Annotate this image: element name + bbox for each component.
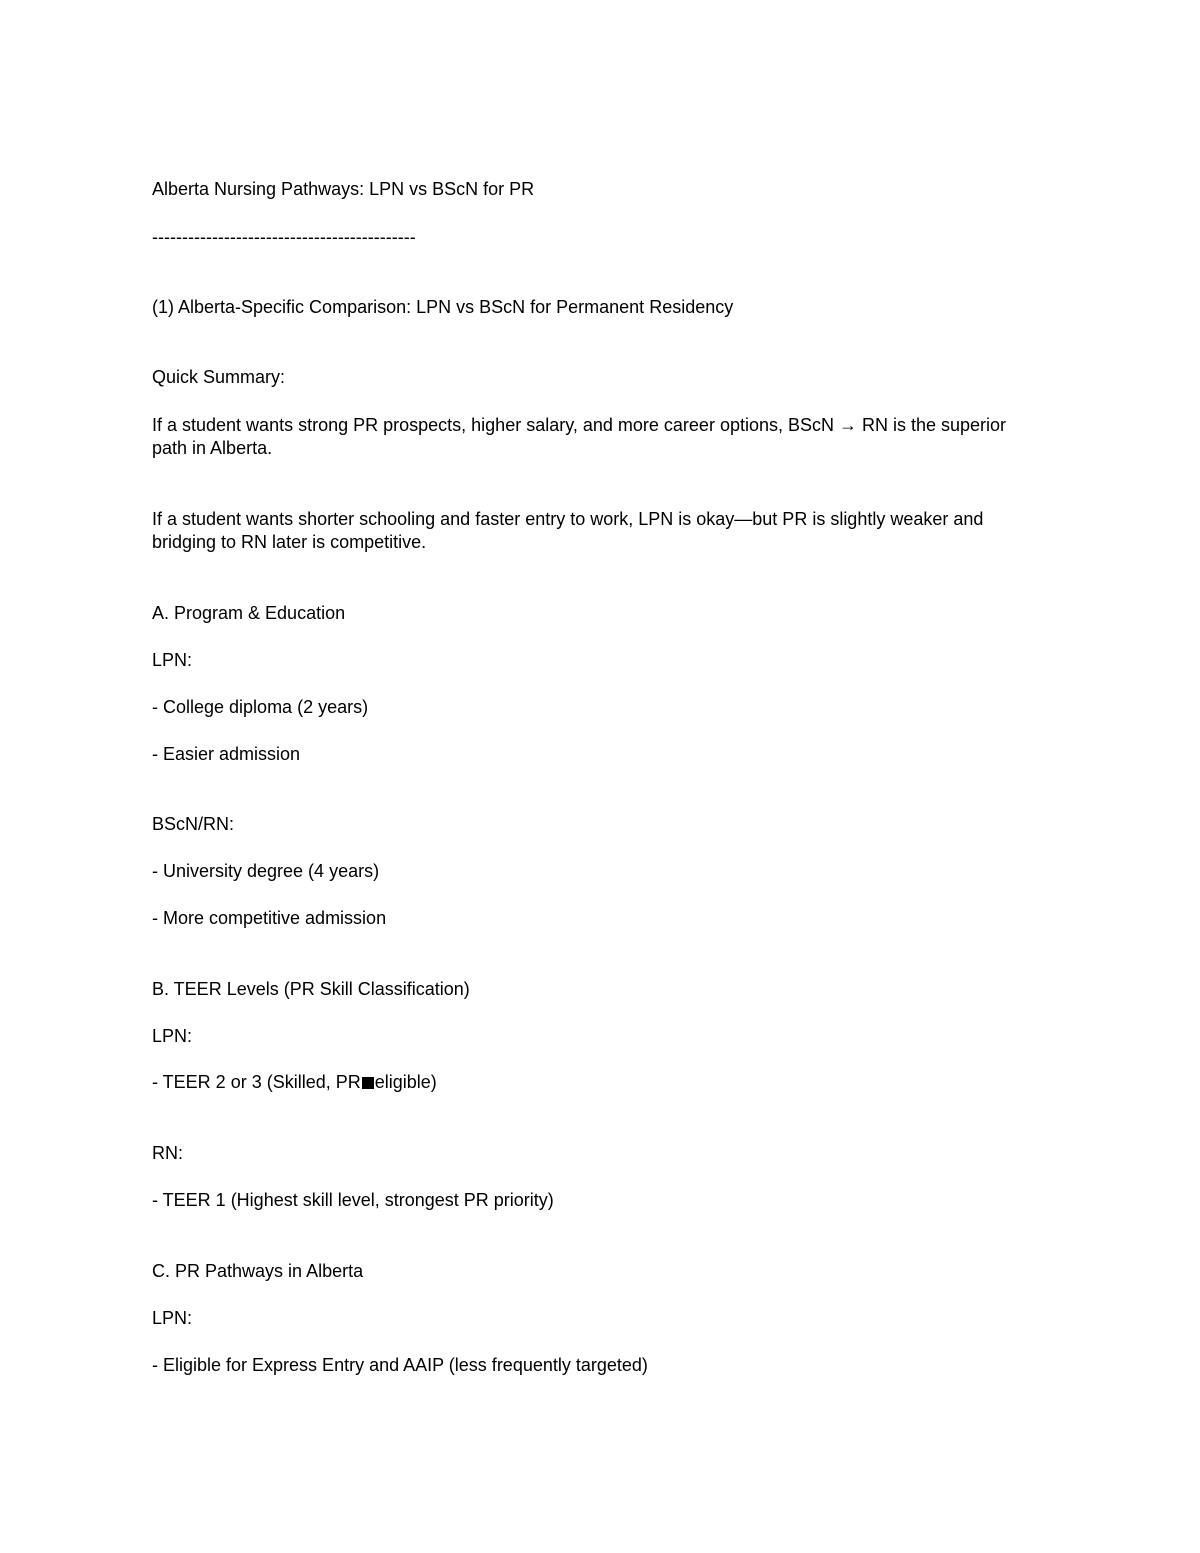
section-b-rn-item: - TEER 1 (Highest skill level, strongest PR priority) xyxy=(152,1190,554,1210)
section-a-lpn-item: - Easier admission xyxy=(152,744,301,764)
section-b-lpn-item-text-after: eligible) xyxy=(374,1072,437,1092)
section-b-rn-label: RN: xyxy=(152,1143,183,1163)
section-a-lpn-label: LPN: xyxy=(152,650,193,670)
quick-summary-label: Quick Summary: xyxy=(152,367,286,387)
section-b-lpn-label: LPN: xyxy=(152,1026,193,1046)
section-a-lpn-item: - College diploma (2 years) xyxy=(152,697,369,717)
summary-paragraph-2: If a student wants shorter schooling and faster entry to work, LPN is okay—but PR is slightly weaker and bridging to RN later is competitive. xyxy=(152,509,984,552)
section-a-bscn-item: - More competitive admission xyxy=(152,908,387,928)
summary-paragraph-1: If a student wants strong PR prospects, higher salary, and more career options, BScN → RN is the superior path in Alberta. xyxy=(152,415,1007,458)
document-title: Alberta Nursing Pathways: LPN vs BScN for PR xyxy=(152,179,535,199)
section-a-bscn-label: BScN/RN: xyxy=(152,814,235,834)
section-c-lpn-label: LPN: xyxy=(152,1308,193,1328)
section-b-lpn-item-text-before: - TEER 2 or 3 (Skilled, PR xyxy=(152,1072,361,1092)
section-b-heading: B. TEER Levels (PR Skill Classification) xyxy=(152,979,470,999)
section-a-heading: A. Program & Education xyxy=(152,603,346,623)
separator-line: -------------------------------------------- xyxy=(152,227,416,247)
missing-glyph-box-icon xyxy=(362,1077,374,1089)
section-b-lpn-item xyxy=(152,1071,437,1094)
section-a-bscn-item: - University degree (4 years) xyxy=(152,861,380,881)
section-c-heading: C. PR Pathways in Alberta xyxy=(152,1261,364,1281)
section-1-heading: (1) Alberta-Specific Comparison: LPN vs BScN for Permanent Residency xyxy=(152,297,734,317)
section-c-lpn-item: - Eligible for Express Entry and AAIP (less frequently targeted) xyxy=(152,1355,648,1375)
